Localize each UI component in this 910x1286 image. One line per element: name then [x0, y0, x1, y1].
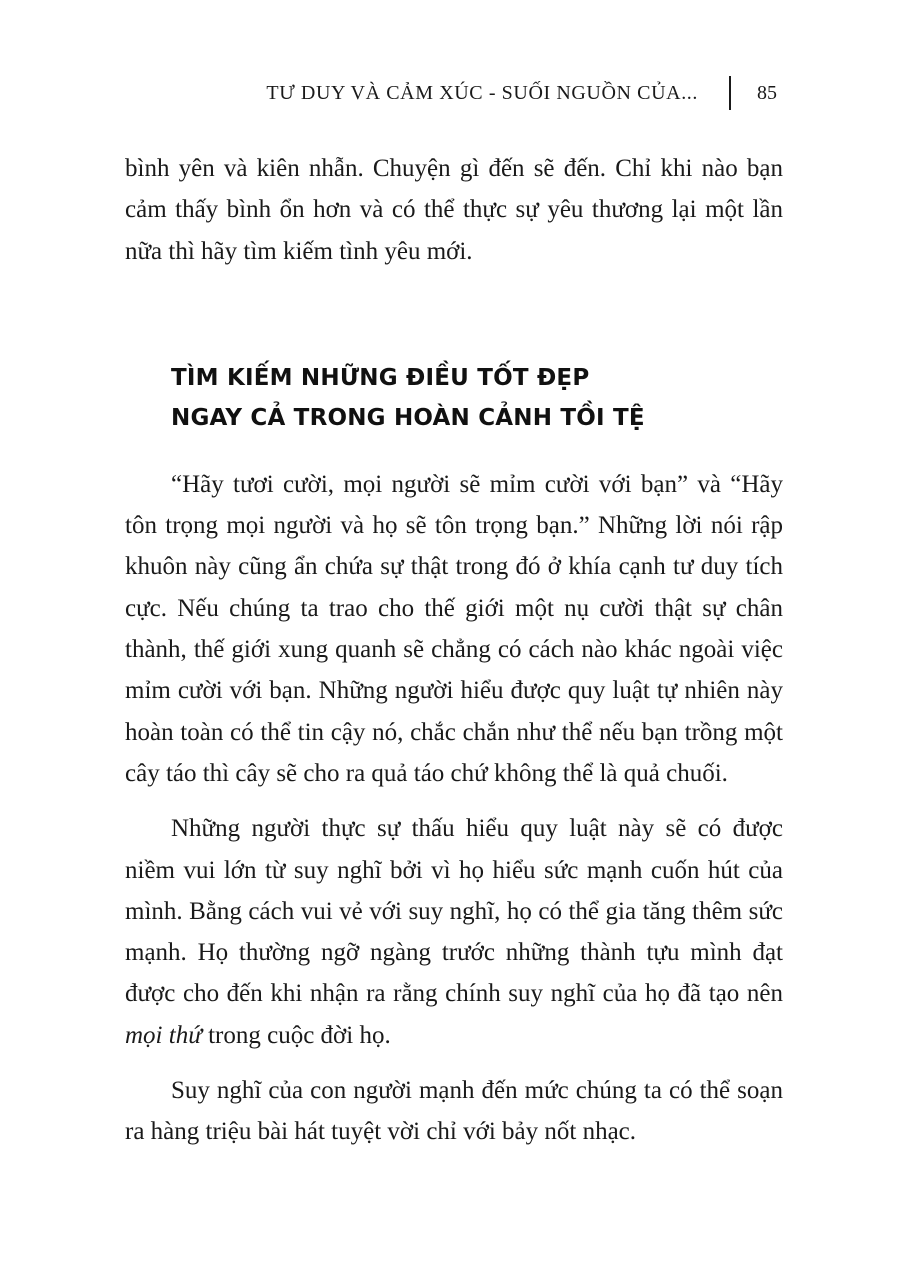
header-divider [729, 76, 731, 110]
running-title: TƯ DUY VÀ CẢM XÚC - SUỐI NGUỒN CỦA... [266, 82, 698, 104]
paragraph-2-emphasis: mọi thứ [125, 1021, 202, 1049]
page-body [125, 148, 783, 1153]
paragraph-3: Suy nghĩ của con người mạnh đến mức chúng ta có thể soạn ra hàng triệu bài hát tuyệt vời chỉ với bảy nốt nhạc. [125, 1077, 783, 1146]
section-heading [171, 358, 783, 438]
running-head [0, 76, 910, 110]
paragraph-2-text-end: trong cuộc đời họ. [201, 1021, 391, 1049]
paragraph-2-text-start: Những người thực sự thấu hiểu quy luật này sẽ có được niềm vui lớn từ suy nghĩ bởi vì họ hiểu sức mạnh cuốn hút của mình. Bằng cách vui vẻ với suy nghĩ, họ có thể gia tăng thêm sức mạnh. Họ thường ngỡ ngàng trước những thành tựu mình đạt được cho đến khi nhận ra rằng chính suy nghĩ của họ đã tạo nên [125, 815, 783, 1008]
section-heading-line-1: TÌM KIẾM NHỮNG ĐIỀU TỐT ĐẸP [171, 364, 590, 391]
paragraph-2 [125, 808, 783, 1056]
paragraph-1: “Hãy tươi cười, mọi người sẽ mỉm cười với bạn” và “Hãy tôn trọng mọi người và họ sẽ tôn trọng bạn.” Những lời nói rập khuôn này cũng ẩn chứa sự thật trong đó ở khía cạnh tư duy tích cực. Nếu chúng ta trao cho thế giới một nụ cười thật sự chân thành, thế giới xung quanh sẽ chẳng có cách nào khác ngoài việc mỉm cười với bạn. Những người hiểu được quy luật tự nhiên này hoàn toàn có thể tin cậy nó, chắc chắn như thể nếu bạn trồng một cây táo thì cây sẽ cho ra quả táo chứ không thể là quả chuối. [125, 470, 783, 787]
section-heading-line-2: NGAY CẢ TRONG HOÀN CẢNH TỒI TỆ [171, 404, 645, 431]
continuation-paragraph: bình yên và kiên nhẫn. Chuyện gì đến sẽ đến. Chỉ khi nào bạn cảm thấy bình ổn hơn và có thể thực sự yêu thương lại một lần nữa thì hãy tìm kiếm tình yêu mới. [125, 155, 783, 265]
page-number: 85 [757, 82, 777, 104]
